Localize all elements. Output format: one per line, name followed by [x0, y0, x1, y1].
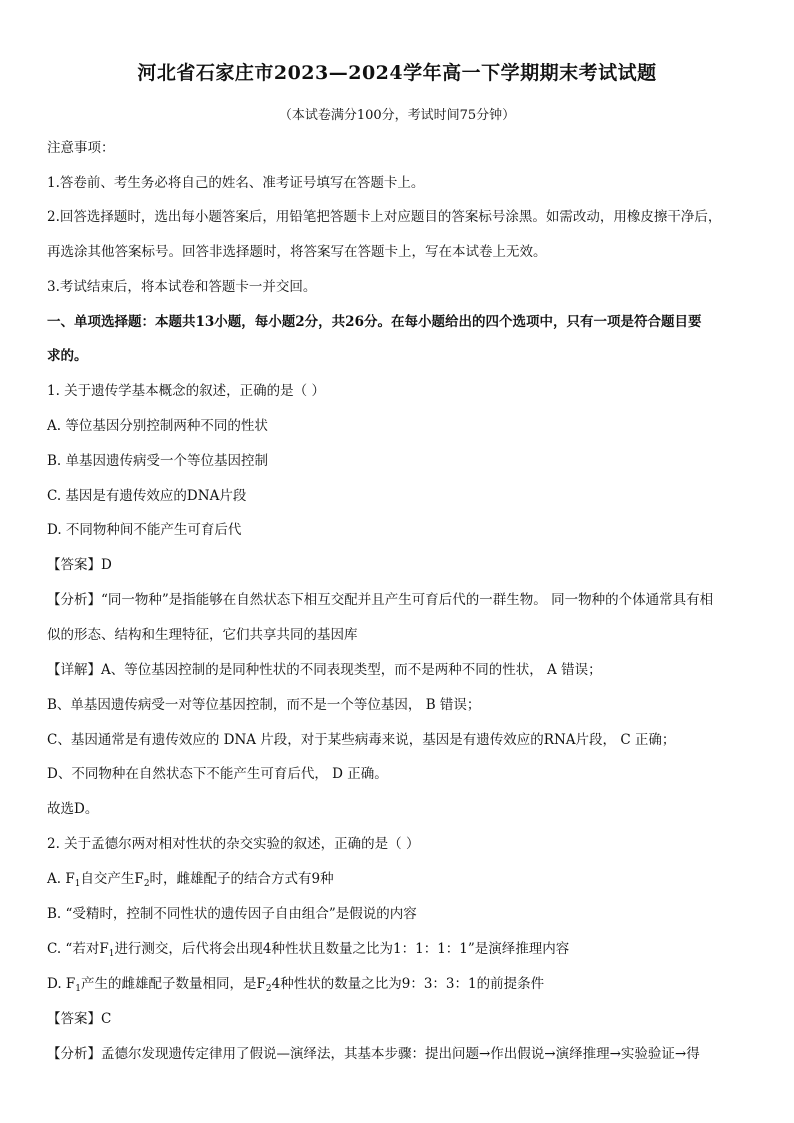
question-1-analysis: 【分析】“同一物种”是指能够在自然状态下相互交配并且产生可育后代的一群生物。 同一物种的个体通常具有相 — [47, 592, 714, 608]
question-1-detail: B、单基因遗传病受一对等位基因控制，而不是一个等位基因， B 错误； — [47, 697, 481, 713]
question-2-option-a: A. $F_1$自交产生$F_2$时，雌雄配子的结合方式有9种 — [47, 871, 334, 889]
note-item: 3.考试结束后，将本试卷和答题卡一并交回。 — [47, 279, 317, 295]
page-title: 河北省石家庄市2023—2024学年高一下学期期末考试试题 — [137, 62, 657, 84]
section-heading: 一、单项选择题：本题共13小题，每小题2分，共26分。在每小题给出的四个选项中，只有一项是符合题目要 — [47, 314, 702, 330]
exam-info: （本试卷满分100分，考试时间75分钟） — [278, 108, 516, 123]
question-1-option-c: C. 基因是有遗传效应的DNA片段 — [47, 488, 247, 504]
question-2-analysis: 【分析】孟德尔发现遗传定律用了假说—演绎法，其基本步骤：提出问题→作出假说→演绎推理→实验验证→得 — [47, 1046, 700, 1062]
question-2-stem: 2. 关于孟德尔两对相对性状的杂交实验的叙述，正确的是（ ） — [47, 836, 420, 852]
note-item: 再选涂其他答案标号。回答非选择题时，将答案写在答题卡上，写在本试卷上无效。 — [47, 244, 547, 260]
question-1-analysis-cont: 似的形态、结构和生理特征，它们共享共同的基因库 — [47, 627, 358, 643]
question-1-detail: C、基因通常是有遗传效应的 DNA 片段，对于某些病毒来说，基因是有遗传效应的RNA片段， C 正确； — [47, 732, 676, 748]
section-heading-cont: 求的。 — [47, 348, 88, 364]
question-1-option-d: D. 不同物种间不能产生可育后代 — [47, 522, 242, 538]
question-2-option-d: D. $F_1$产生的雌雄配子数量相同，是$F_24$种性状的数量之比为9：3：3：1的前提条件 — [47, 976, 545, 994]
question-2-option-c: C. “若对$F_1$进行测交，后代将会出现4种性状且数量之比为1：1：1：1”是演绎推理内容 — [47, 941, 570, 959]
question-1-option-b: B. 单基因遗传病受一个等位基因控制 — [47, 453, 269, 469]
question-2-answer: 【答案】C — [47, 1011, 112, 1027]
note-item: 1.答卷前、考生务必将自己的姓名、准考证号填写在答题卡上。 — [47, 175, 425, 191]
question-1-stem: 1. 关于遗传学基本概念的叙述，正确的是（ ） — [47, 383, 325, 399]
question-1-conclusion: 故选D。 — [47, 801, 99, 817]
notes-heading: 注意事项： — [47, 140, 115, 156]
question-1-detail: D、不同物种在自然状态下不能产生可育后代， D 正确。 — [47, 766, 388, 782]
note-item: 2.回答选择题时，选出每小题答案后，用铅笔把答题卡上对应题目的答案标号涂黑。如需改动，用橡皮擦干净后， — [47, 209, 722, 225]
question-1-option-a: A. 等位基因分别控制两种不同的性状 — [47, 418, 268, 434]
question-2-option-b: B. “受精时，控制不同性状的遗传因子自由组合”是假说的内容 — [47, 906, 417, 922]
question-1-detail: 【详解】A、等位基因控制的是同种性状的不同表现类型，而不是两种不同的性状， A 错误； — [47, 662, 602, 678]
question-1-answer: 【答案】D — [47, 557, 112, 573]
